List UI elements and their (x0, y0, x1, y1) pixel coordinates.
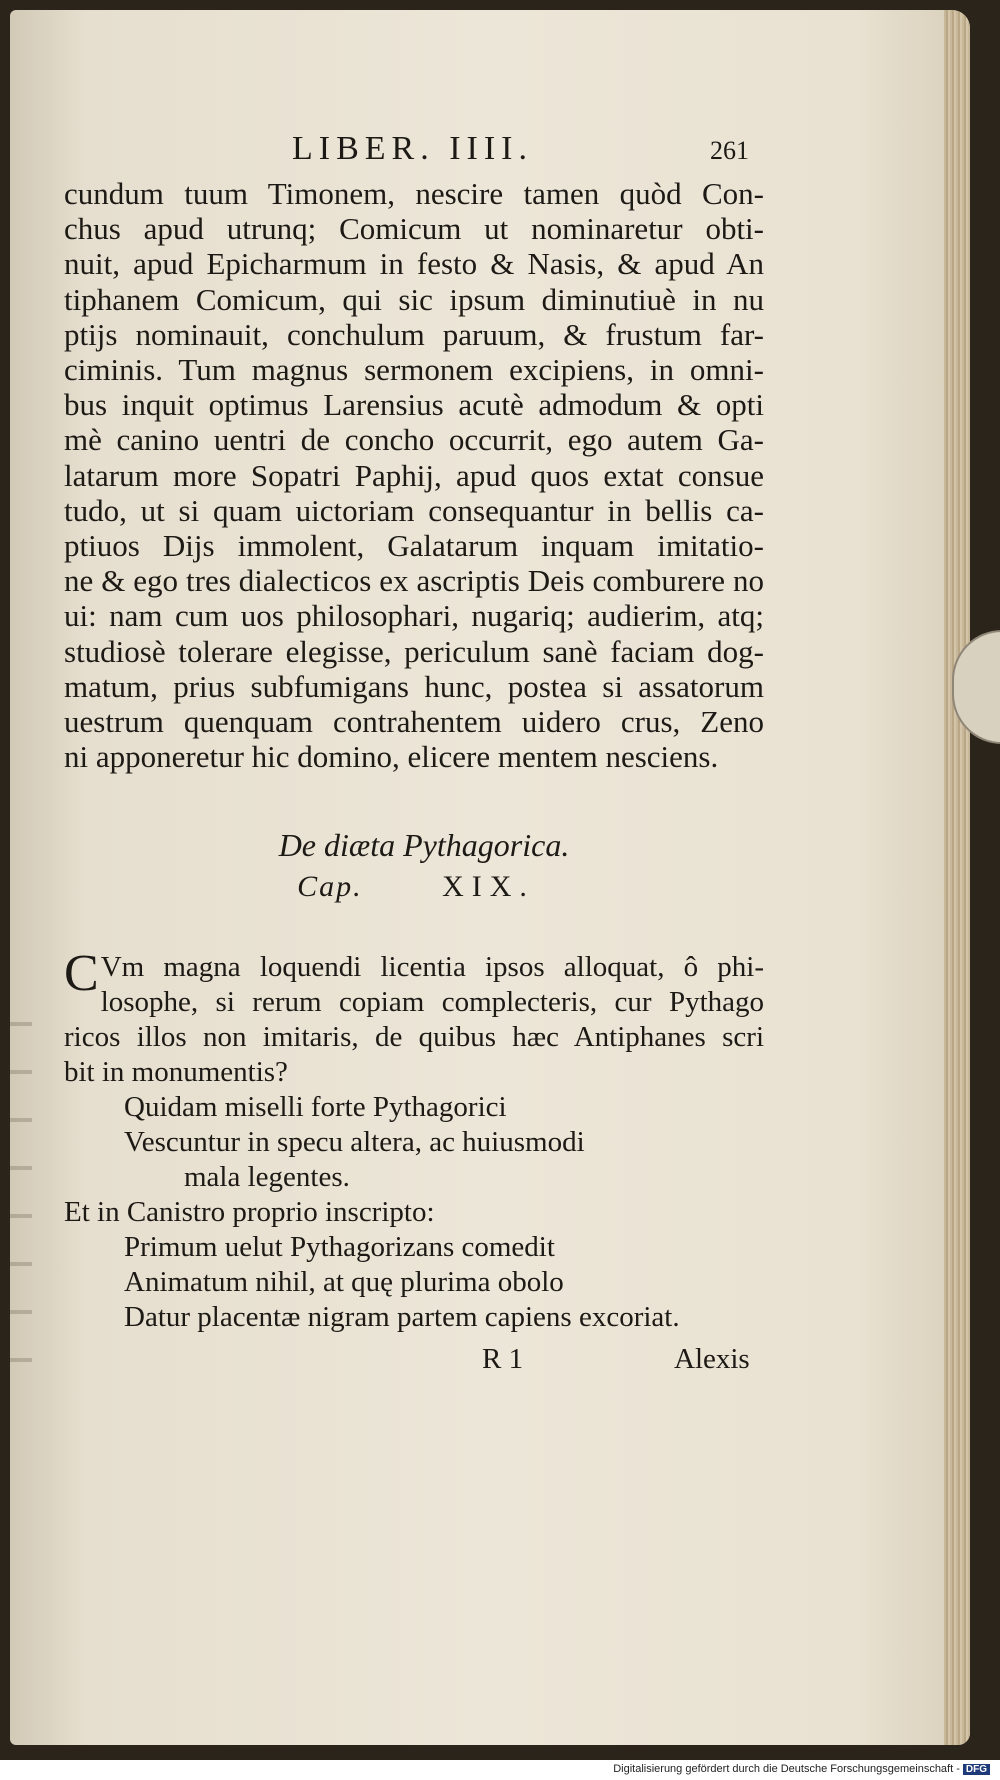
chapter-title: De diæta Pythagorica. (278, 827, 570, 864)
catchline (64, 1343, 764, 1383)
margin-stains (10, 1000, 32, 1400)
body-line: tiphanem Comicum, qui sic ipsum diminutiuè in nu (64, 281, 764, 317)
cap-numeral: XIX. (442, 870, 535, 904)
verse-quote-2 (64, 1230, 764, 1335)
digitization-credit (613, 1763, 990, 1775)
chapter-line: bit in monumentis? (64, 1056, 288, 1089)
body-line: cundum tuum Timonem, nescire tamen quòd Con- (64, 176, 764, 211)
chapter-number (64, 870, 764, 904)
page-fore-edge (944, 10, 970, 1745)
running-title: LIBER. IIII. (292, 130, 534, 167)
verse-line: Animatum nihil, at quę plurima obolo (124, 1266, 564, 1299)
body-line: studiosè tolerare elegisse, periculum sanè faciam dog- (64, 633, 764, 669)
body-line: ptiuos Dijs immolent, Galatarum inquam imitatio- (64, 528, 764, 564)
verse-line: Datur placentæ nigram partem capiens excoriat. (124, 1301, 680, 1334)
cap-label: Cap. (297, 870, 363, 904)
credit-text: Digitalisierung gefördert durch die Deutsche Forschungsgemeinschaft - (613, 1763, 960, 1775)
body-line: ui: nam cum uos philosophari, nugariq; audierim, atq; (64, 598, 764, 634)
chapter-line: Vm magna loquendi licentia ipsos alloquat, ô phi- (100, 951, 764, 984)
chapter-text (64, 945, 764, 1090)
verse-quote-1 (64, 1090, 764, 1195)
body-line: ciminis. Tum magnus sermonem excipiens, in omni- (64, 352, 764, 388)
body-line: nuit, apud Epicharmum in festo & Nasis, & apud An (64, 246, 764, 282)
verse-line: mala legentes. (184, 1161, 350, 1194)
body-line: chus apud utrunq; Comicum ut nominaretur obti- (64, 211, 764, 247)
body-text (64, 176, 764, 774)
verse-line: Quidam miselli forte Pythagorici (124, 1091, 507, 1124)
body-line: mè canino uentri de concho occurrit, ego autem Ga- (64, 422, 764, 458)
body-line: ni apponeretur hic domino, elicere mentem nesciens. (64, 739, 719, 775)
transition-line-block (64, 1195, 764, 1230)
body-line: uestrum quenquam contrahentem uidero crus, Zeno (64, 704, 764, 740)
book-page (10, 10, 970, 1745)
chapter-line: ricos illos non imitaris, de quibus hæc Antiphanes scri (64, 1021, 764, 1054)
initial-letter: C (64, 945, 99, 1003)
page-header (64, 122, 764, 176)
verse-line: Vescuntur in specu altera, ac huiusmodi (124, 1126, 585, 1159)
signature-mark: R 1 (482, 1343, 524, 1376)
chapter-line: losophe, si rerum copiam complecteris, cur Pythago (100, 986, 764, 1019)
body-line: ptijs nominauit, conchulum paruum, & frustum far- (64, 316, 764, 352)
dfg-logo: DFG (963, 1764, 990, 1775)
body-line: latarum more Sopatri Paphij, apud quos extat consue (64, 457, 764, 493)
catchword: Alexis (674, 1343, 750, 1376)
body-line: ne & ego tres dialecticos ex ascriptis Deis comburere no (64, 563, 764, 599)
body-line: bus inquit optimus Larensius acutè admodum & opti (64, 387, 764, 423)
body-line: tudo, ut si quam uictoriam consequantur in bellis ca- (64, 492, 764, 528)
verse-line: Primum uelut Pythagorizans comedit (124, 1231, 555, 1264)
text-block (64, 122, 764, 1383)
folio-number: 261 (710, 136, 749, 165)
body-line: matum, prius subfumigans hunc, postea si assatorum (64, 668, 764, 704)
transition-line: Et in Canistro proprio inscripto: (64, 1196, 435, 1229)
